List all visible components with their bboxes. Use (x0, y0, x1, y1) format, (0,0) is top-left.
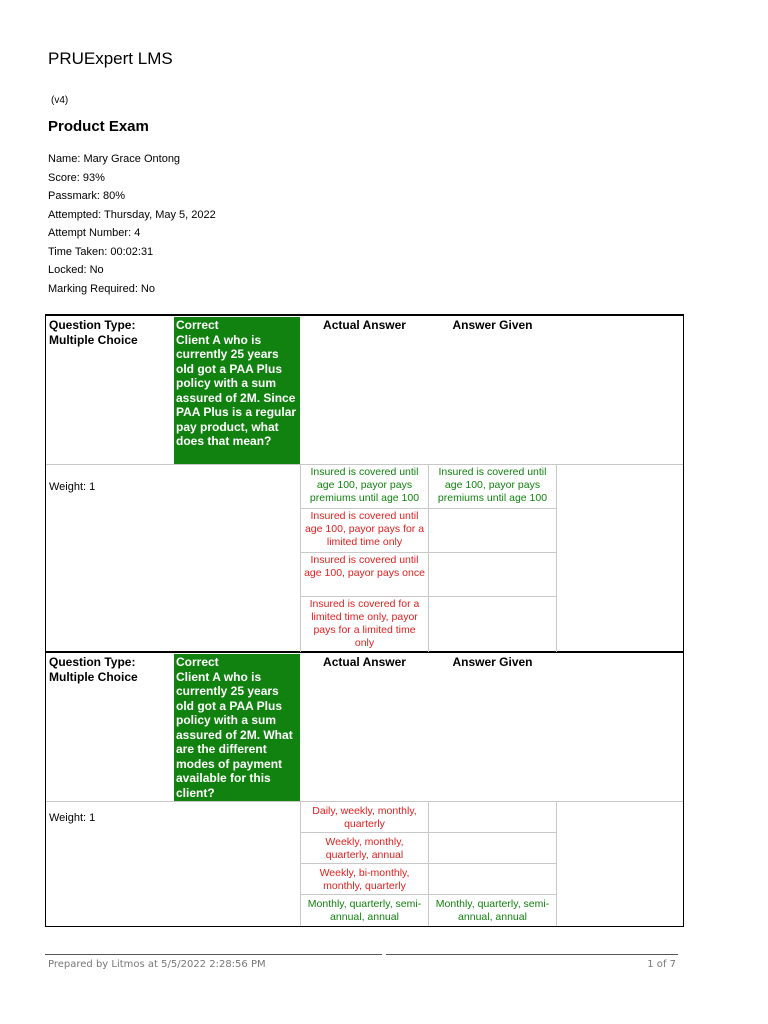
question-type (49, 655, 138, 684)
version-label: (v4) (51, 95, 69, 106)
attempt-info (48, 150, 216, 298)
info-attempted: Attempted: Thursday, May 5, 2022 (48, 208, 216, 221)
answer-given-option: Monthly, quarterly, semi-annual, annual (435, 898, 550, 923)
actual-answer-option: Daily, weekly, monthly, quarterly (312, 805, 417, 830)
info-locked: Locked: No (48, 264, 104, 276)
question-type-value: Multiple Choice (49, 332, 138, 347)
answer-given-header: Answer Given (452, 655, 533, 669)
question-text: Client A who is currently 25 years old got a PAA Plus policy with a sum assured of 2M. What are the different modes of payment available for this client? (176, 669, 293, 800)
info-marking-required: Marking Required: No (48, 282, 155, 295)
app-title: PRUExpert LMS (48, 49, 173, 68)
actual-answer-option: Insured is covered until age 100, payor pays premiums until age 100 (309, 466, 420, 504)
question-block-2 (45, 652, 684, 927)
info-score: Score: 93% (48, 171, 105, 184)
question-type-label: Question Type: (49, 655, 136, 669)
answer-given-option: Insured is covered until age 100, payor pays premiums until age 100 (437, 466, 548, 504)
question-type (49, 318, 138, 347)
info-name: Name: Mary Grace Ontong (48, 153, 181, 165)
actual-answer-option: Weekly, bi-monthly, monthly, quarterly (319, 867, 410, 892)
actual-answer-option: Weekly, monthly, quarterly, annual (325, 836, 404, 861)
question-weight: Weight: 1 (49, 481, 96, 493)
question-status: Correct (176, 318, 219, 332)
actual-answer-option: Insured is covered until age 100, payor pays for a limited time only (304, 510, 425, 548)
page-number: 1 of 7 (647, 959, 676, 970)
question-text: Client A who is currently 25 years old got a PAA Plus policy with a sum assured of 2M. Since PAA Plus is a regular pay product, what does that mean? (176, 332, 297, 448)
actual-answer-option: Insured is covered until age 100, payor pays once (304, 554, 425, 579)
actual-answer-option: Insured is covered for a limited time only, payor pays for a limited time only (309, 598, 420, 649)
question-text-box (174, 654, 300, 801)
question-type-label: Question Type: (49, 318, 136, 332)
footer-prepared-by: Prepared by Litmos at 5/5/2022 2:28:56 PM (48, 959, 266, 970)
answer-given-header: Answer Given (452, 318, 533, 332)
question-status: Correct (176, 655, 219, 669)
actual-answer-header: Actual Answer (323, 318, 406, 332)
question-text-box (174, 317, 300, 464)
actual-answer-header: Actual Answer (323, 655, 406, 669)
question-block-1 (45, 314, 684, 652)
info-attempt-number: Attempt Number: 4 (48, 227, 141, 239)
info-passmark: Passmark: 80% (48, 190, 126, 202)
info-time-taken: Time Taken: 00:02:31 (48, 245, 154, 258)
actual-answer-option: Monthly, quarterly, semi-annual, annual (307, 898, 422, 923)
exam-title: Product Exam (48, 118, 149, 135)
question-type-value: Multiple Choice (49, 669, 138, 684)
footer-divider (45, 954, 382, 955)
question-weight: Weight: 1 (49, 812, 96, 824)
footer-divider (386, 954, 678, 955)
